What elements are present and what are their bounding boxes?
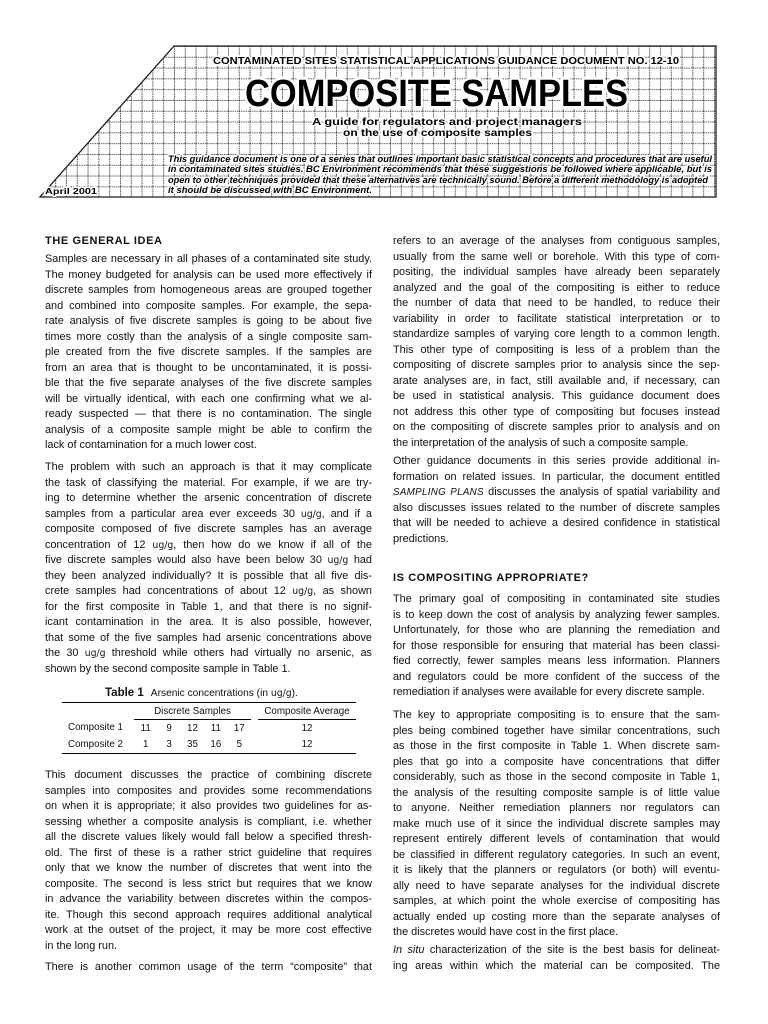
text-segment: , and if a — [321, 507, 372, 520]
line-text: variability in order to facilitate statistical interpretation or to — [393, 312, 720, 325]
text-line — [393, 654, 720, 670]
text-line — [45, 569, 372, 585]
line-text — [45, 538, 372, 554]
line-text: all the discrete values likely would fall below a specified thresh- — [45, 831, 372, 844]
text-line — [393, 724, 720, 740]
unit-label: ug/g — [327, 555, 349, 567]
text-line — [393, 281, 720, 297]
unit-label: ug/g — [152, 539, 174, 551]
text-line — [393, 454, 720, 470]
text-line — [45, 923, 372, 939]
text-line — [393, 501, 720, 517]
table-cell: 16 — [210, 739, 222, 750]
text-line — [393, 436, 720, 452]
text-line — [393, 832, 720, 848]
unit-label: ug/g — [84, 648, 106, 660]
line-text: for those responsible for ensuring that material has been classi- — [393, 639, 720, 652]
text-line — [45, 330, 372, 346]
line-text: they been analyzed individually? It is possible that all five dis- — [45, 569, 372, 582]
subtitle-line: A guide for regulators and project managers — [312, 116, 583, 128]
text-line — [393, 485, 720, 501]
paragraph — [45, 768, 372, 954]
table-gap — [251, 736, 258, 754]
table-cell: 3 — [166, 739, 172, 750]
line-text: refers to an average of the analyses from contiguous samples, — [393, 235, 720, 248]
line-text: Unfortunately, for those who are planning the remediation and — [393, 624, 720, 637]
arsenic-table — [62, 702, 356, 754]
paragraph — [393, 234, 720, 451]
text-line — [393, 312, 720, 328]
line-text: the interpretation of the analysis of such a composite sample. — [393, 436, 689, 449]
row-label: Composite 1 — [68, 722, 123, 734]
line-text: analysis of a composite sample might be able to confirm the — [45, 423, 372, 436]
text-line — [393, 943, 720, 959]
text-line — [45, 538, 372, 554]
text-segment: threshold while others had virtually no arsenic, as — [105, 647, 372, 660]
text-line — [45, 815, 372, 831]
line-text: ple created from the five discrete samples. If the samples are — [45, 346, 372, 359]
text-line — [393, 739, 720, 755]
text-line — [45, 438, 372, 454]
text-line — [393, 592, 720, 608]
line-text: formation on related issues. In particular, the document entitled — [393, 470, 720, 483]
table-row — [62, 736, 356, 754]
caption-text: ). — [291, 688, 298, 699]
table-cell-average: 12 — [301, 722, 313, 734]
line-text: lack of contamination for a much lower cost. — [45, 439, 257, 452]
paragraph — [393, 454, 720, 547]
text-line — [393, 685, 720, 701]
text-line — [393, 770, 720, 786]
text-segment: discusses the analysis of spatial variability and — [483, 486, 721, 499]
text-line — [393, 639, 720, 655]
text-line — [45, 892, 372, 908]
text-line — [393, 608, 720, 624]
text-line — [393, 265, 720, 281]
line-text: usually from the same well or borehole. With this type of com- — [393, 250, 720, 263]
line-text — [45, 584, 372, 600]
table-cell: 5 — [236, 739, 243, 750]
line-text: arate analyses are, in fact, still available and, if necessary, can — [393, 374, 720, 387]
paragraph — [393, 943, 720, 974]
row-label: Composite 2 — [68, 739, 123, 750]
text-line — [45, 407, 372, 423]
line-text — [393, 485, 720, 501]
line-text: This other type of compositing is less of a problem than the — [393, 343, 720, 356]
line-text — [45, 646, 372, 662]
line-text: compositing of discrete samples prior to analysis since the sep- — [393, 359, 720, 372]
line-text: will be virtually identical, with each one confirming what we al- — [45, 392, 372, 405]
text-line — [45, 631, 372, 647]
table-cell: 11 — [210, 722, 221, 734]
table-label: Table 1 — [105, 687, 144, 699]
paragraph — [45, 960, 372, 976]
text-line — [45, 939, 372, 955]
line-text: icant contamination in the area. It is also possible, however, — [45, 616, 372, 629]
text-line — [393, 708, 720, 724]
text-line — [45, 252, 372, 268]
line-text: on the compositing of discrete samples prior to analysis and on — [393, 421, 720, 434]
caption-text: Arsenic concentrations (in — [150, 688, 271, 699]
line-text: from an area that is thought to be uncontaminated, it is possi- — [45, 361, 372, 374]
text-line — [45, 768, 372, 784]
text-line — [45, 662, 372, 678]
line-text: The problem with such an approach is that it may complicate — [45, 461, 372, 474]
text-line — [45, 476, 372, 492]
publication-date: April 2001 — [45, 186, 98, 196]
line-text: the analysis of the resulting composite sample is of little value — [393, 786, 720, 799]
text-line — [45, 830, 372, 846]
text-segment: samples from a particular area ever exceeds 30 — [45, 507, 301, 520]
text-line — [393, 516, 720, 532]
text-line — [45, 799, 372, 815]
line-text: ples being combined together have similar concentrations, such — [393, 724, 720, 737]
line-text: samples, at which point the whole exercise of compositing has — [393, 895, 720, 908]
text-line — [393, 623, 720, 639]
text-line — [393, 532, 720, 548]
text-line — [45, 507, 372, 523]
text-line — [45, 646, 372, 662]
line-text: be used in statistical analysis. This guidance document does — [393, 390, 720, 403]
text-line — [45, 392, 372, 408]
line-text: times more costly than the analysis of a single composite sam- — [45, 330, 372, 343]
table-cell: 11 — [140, 722, 151, 734]
paragraph — [393, 592, 720, 701]
text-line — [393, 786, 720, 802]
paragraph — [45, 460, 372, 677]
table-caption-text — [151, 688, 298, 699]
line-text: composite composed of five discrete samples has an average — [45, 523, 372, 536]
text-line — [393, 925, 720, 941]
line-text: also discusses issues related to the number of discrete samples — [393, 501, 720, 514]
line-text: old. The first of these is a rather strict guideline that requires — [45, 846, 372, 859]
line-text: that will be needed to achieve a desired confidence in statistical — [393, 517, 720, 530]
text-segment: , as shown — [313, 585, 372, 598]
line-text: represent entirely different levels of contamination that would — [393, 833, 720, 846]
table-cell: 9 — [166, 722, 172, 734]
text-segment: crete samples had concentrations of about 12 — [45, 585, 293, 598]
line-text: ally need to have separate analyses for the individual discrete — [393, 879, 720, 892]
line-text: be classified in different regulatory categories. In such an event, — [393, 848, 720, 861]
line-text: and combined into composite samples. For example, the sepa- — [45, 299, 372, 312]
text-line — [393, 863, 720, 879]
line-text: ite. Though this second approach requires additional analytical — [45, 908, 372, 921]
line-text: on when it is appropriate; it also provides two guidelines for as- — [45, 800, 372, 813]
text-line — [45, 314, 372, 330]
table-cell: 12 — [187, 722, 198, 734]
line-text — [45, 553, 372, 569]
line-text: The money budgeted for analysis can be used more effectively if — [45, 268, 372, 281]
line-text: sessing whether a composite analysis is compliant, i.e. whether — [45, 815, 372, 828]
section-heading: THE GENERAL IDEA — [45, 235, 163, 247]
text-line — [393, 755, 720, 771]
unit-label: ug/g — [300, 508, 322, 520]
notice-line: open to other techniques provided that these alternatives are technically sound. Before a different methodology is adopted — [168, 175, 709, 185]
text-line — [393, 910, 720, 926]
text-line — [45, 299, 372, 315]
text-line — [393, 879, 720, 895]
line-text: make much use of it since the individual discrete samples may — [393, 817, 720, 830]
table-cell: 17 — [233, 722, 245, 734]
unit-label: ug/g — [270, 688, 292, 699]
text-line — [45, 877, 372, 893]
line-text: remediation if analyses were available for every discrete sample. — [393, 686, 705, 699]
text-line — [45, 908, 372, 924]
line-text: considerably, such as those in the second composite in Table 1, — [393, 771, 720, 784]
text-line — [45, 423, 372, 439]
line-text: the task of classifying the material. For example, if we are try- — [45, 476, 372, 489]
text-segment: concentration of 12 — [45, 538, 153, 551]
text-line — [45, 960, 372, 976]
line-text: Samples are necessary in all phases of a contaminated site study. — [45, 253, 372, 266]
notice-line: This guidance document is one of a series that outlines important basic statistical concepts and procedures that are useful — [168, 154, 713, 164]
line-text: standardize samples of varying core length to a common length. — [393, 328, 720, 341]
section-heading: IS COMPOSITING APPROPRIATE? — [393, 572, 589, 584]
text-line — [45, 460, 372, 476]
table-cell: 1 — [142, 739, 149, 750]
text-line — [393, 374, 720, 390]
left-column — [45, 0, 372, 1024]
line-text: ready suspected — that there is no contamination. The single — [45, 408, 372, 421]
text-line — [393, 817, 720, 833]
line-text — [45, 507, 372, 523]
text-line — [393, 670, 720, 686]
table-header-row — [62, 703, 356, 720]
document-title: COMPOSITE SAMPLES — [245, 73, 628, 115]
table-row — [62, 720, 356, 737]
text-line — [393, 327, 720, 343]
text-line — [393, 405, 720, 421]
line-text: the discretes would have cost in the first place. — [393, 926, 619, 939]
line-text: as those in the first composite in Table 1. When discrete sam- — [393, 740, 720, 753]
text-line — [45, 846, 372, 862]
notice-line: in contaminated sites studies. BC Environment recommends that these suggestions be followed where applicable, but is — [168, 164, 712, 174]
text-line — [45, 268, 372, 284]
text-line — [45, 615, 372, 631]
paragraph — [45, 252, 372, 454]
text-line — [393, 959, 720, 975]
subtitle-line: on the use of composite samples — [343, 127, 533, 139]
line-text: ing to determine whether the arsenic concentration of discrete — [45, 492, 372, 505]
line-text: the number of data that need to be handled, to reduce their — [393, 297, 720, 310]
unit-label: ug/g — [292, 586, 314, 598]
text-line — [393, 420, 720, 436]
text-line — [393, 250, 720, 266]
right-column — [393, 0, 720, 1024]
text-segment: the 30 — [45, 647, 85, 660]
notice-line: it should be discussed with BC Environment. — [168, 185, 372, 195]
text-line — [45, 584, 372, 600]
text-segment: five discrete samples would also have been below 30 — [45, 554, 328, 567]
line-text: Other guidance documents in this series provide additional in- — [393, 455, 720, 468]
line-text: This document discusses the practice of combining discrete — [45, 769, 372, 782]
line-text — [393, 943, 720, 959]
text-line — [45, 553, 372, 569]
table-cell-average: 12 — [301, 739, 313, 750]
table-cell: 35 — [187, 739, 198, 750]
line-text: it is likely that the planners or regulators (or both) will eventu- — [393, 864, 720, 877]
line-text: that some of the five samples had arsenic concentrations above — [45, 631, 372, 644]
text-line — [393, 894, 720, 910]
line-text: composite. The second is less strict but requires that we know — [45, 877, 372, 890]
text-line — [393, 470, 720, 486]
text-line — [45, 361, 372, 377]
document-title-reference: SAMPLING PLANS — [393, 487, 484, 499]
line-text: fied correctly, fewer samples means less information. Planners — [393, 655, 720, 668]
text-line — [45, 345, 372, 361]
text-segment: , then how do we know if all of the — [173, 538, 372, 551]
line-text: not address this other type of compositing but focuses instead — [393, 405, 720, 418]
line-text: actually ended up costing more than the separate analyses of — [393, 910, 720, 923]
line-text: The key to appropriate compositing is to ensure that the sam- — [393, 709, 720, 722]
line-text: There is another common usage of the term “composite” that — [45, 961, 372, 974]
paragraph — [393, 708, 720, 941]
line-text: positing, the individual samples have already been separately — [393, 266, 720, 279]
text-segment: characterization of the site is the best basis for delineat- — [424, 944, 720, 957]
line-text: for the first composite in Table 1, and that there is no signif- — [45, 600, 372, 613]
line-text: shown by the second composite sample in Table 1. — [45, 662, 291, 675]
text-line — [393, 296, 720, 312]
text-line — [45, 600, 372, 616]
line-text: ples that go into a composite have concentrations that differ — [393, 755, 720, 768]
line-text: ing areas within which the material can be composited. The — [393, 959, 720, 972]
line-text: The primary goal of compositing in contaminated site studies — [393, 593, 720, 606]
text-line — [393, 389, 720, 405]
text-segment: had — [348, 554, 372, 567]
line-text: ble that the five separate analyses of the five discrete samples — [45, 377, 372, 390]
text-line — [45, 861, 372, 877]
line-text: analyzed and the goal of the compositing is either to reduce — [393, 281, 720, 294]
table-group-header: Discrete Samples — [134, 703, 251, 720]
text-line — [393, 848, 720, 864]
line-text: rate analysis of five discrete samples is going to be about five — [45, 315, 372, 328]
line-text: in the long run. — [45, 939, 118, 952]
emphasis: In situ — [393, 944, 425, 957]
table-group-header: Composite Average — [258, 703, 356, 720]
table-caption — [105, 684, 298, 702]
text-line — [45, 283, 372, 299]
line-text: discrete samples from homogeneous areas are grouped together — [45, 284, 372, 297]
line-text: is to keep down the cost of analysis by analyzing fewer samples. — [393, 608, 720, 621]
line-text: and regulators could be more confident of the success of the — [393, 670, 720, 683]
series-title: CONTAMINATED SITES STATISTICAL APPLICATIONS GUIDANCE DOCUMENT NO. 12-10 — [213, 55, 680, 67]
line-text: work at the outset of the project, it may be more cost effective — [45, 924, 372, 937]
text-line — [393, 358, 720, 374]
text-line — [45, 376, 372, 392]
table-header-blank — [62, 703, 134, 720]
line-text: to anyone. Neither remediation planners nor regulators can — [393, 802, 720, 815]
text-line — [393, 801, 720, 817]
line-text: in advance the variability between discretes within the compos- — [45, 893, 372, 906]
text-line — [393, 343, 720, 359]
table-gap — [251, 703, 258, 720]
text-line — [45, 491, 372, 507]
text-line — [45, 784, 372, 800]
table-gap — [251, 720, 258, 737]
line-text: predictions. — [393, 532, 449, 545]
line-text: only that we know the number of discretes that went into the — [45, 862, 372, 875]
text-line — [45, 522, 372, 538]
line-text: samples into composites and provides some recommendations — [45, 784, 372, 797]
text-line — [393, 234, 720, 250]
